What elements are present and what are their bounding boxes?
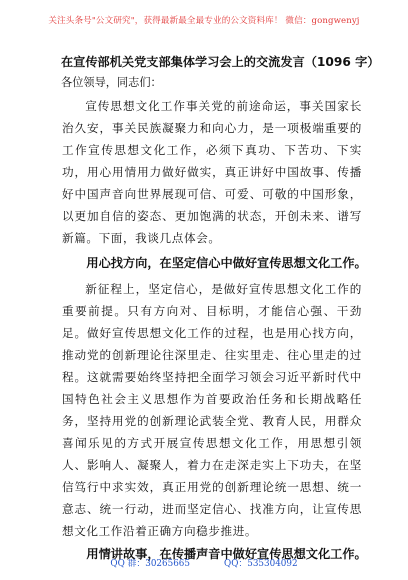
qq-group-number: QQ 群：30265665 [110,559,190,569]
qq-number: QQ：535304092 [224,559,298,569]
document-page [61,54,380,569]
section-heading-1: 用心找方向，在坚定信心中做好宣传思想文化工作。 [86,256,367,270]
contact-footer [0,556,408,569]
section-heading-2: 用情讲故事，在传播声音中做好宣传思想文化工作。 [86,547,367,561]
greeting: 各位领导，同志们： [61,76,162,89]
document-title: 在宣传部机关党支部集体学习会上的交流发言（1096 字） [61,55,380,69]
intro-paragraph: 宣传思想文化工作事关党的前途命运，事关国家长治久安，事关民族凝聚力和向心力，是一项极端重要的工作宣传思想文化工作，必须下真功、下苦功、下实功，用心用情用力做好做实，真正讲好中国故事、传播好中国声音向世界展现可信、可爱、可敬的中国形象，以更加自信的姿态、更加饱满的状态，开创未来、谱写新篇。下面，我谈几点体会。 [62,99,362,245]
section-paragraph-1: 新征程上，坚定信心，是做好宣传思想文化工作的重要前提。只有方向对、目标明，才能信心强、干劲足。做好宣传思想文化工作的过程，也是用心找方向，推动党的创新理论往深里走、往实里走、往心里走的过程。这就需要始终坚持把全面学习领会习近平新时代中国特色社会主义思想作为首要政治任务和长期战略任务，坚持用党的创新理论武装全党、教育人民，用群众喜闻乐见的方式开展宣传思想文化工作，用思想引领人、影响人、凝聚人，着力在走深走实上下功夫，在坚信笃行中求实效，真正用党的创新理论统一思想、统一意志、统一行动，进而坚定信心、找准方向，让宣传思想文化工作沿着正确方向稳步推进。 [62,282,362,538]
promo-banner: 关注头条号"公文研究"，获得最新最全最专业的公文资料库！ 微信：gongwenyj [48,16,360,26]
